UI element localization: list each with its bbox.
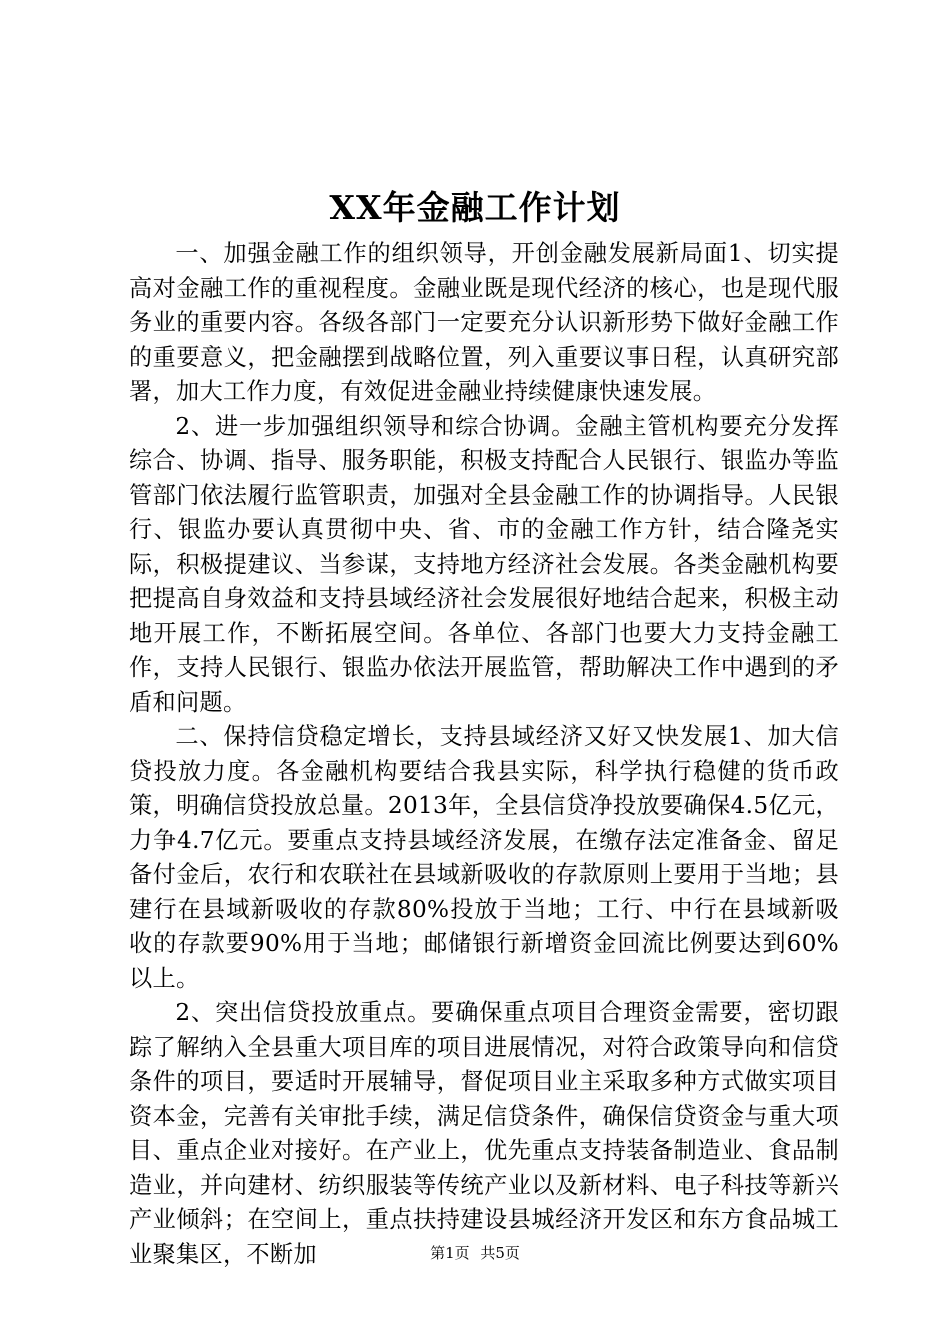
page-number-total: 共5页 xyxy=(480,1244,520,1262)
paragraph-1: 一、加强金融工作的组织领导，开创金融发展新局面1、切实提高对金融工作的重视程度。金融业既是现代经济的核心，也是现代服务业的重要内容。各级各部门一定要充分认识新形势下做好金融工作的重要意义，把金融摆到战略位置，列入重要议事日程，认真研究部署，加大工作力度，有效促进金融业持续健康快速发展。 xyxy=(129,240,839,405)
page-footer xyxy=(0,1243,950,1263)
paragraph-3: 二、保持信贷稳定增长，支持县域经济又好又快发展1、加大信贷投放力度。各金融机构要结合我县实际，科学执行稳健的货币政策，明确信贷投放总量。2013年，全县信贷净投放要确保4.5亿元，力争4.7亿元。要重点支持县域经济发展，在缴存法定准备金、留足备付金后，农行和农联社在县域新吸收的存款原则上要用于当地；县建行在县域新吸收的存款80%投放于当地；工行、中行在县域新吸收的存款要90%用于当地；邮储银行新增资金回流比例要达到60%以上。 xyxy=(129,723,839,992)
paragraph-2: 2、进一步加强组织领导和综合协调。金融主管机构要充分发挥综合、协调、指导、服务职能，积极支持配合人民银行、银监办等监管部门依法履行监管职责，加强对全县金融工作的协调指导。人民银行、银监办要认真贯彻中央、省、市的金融工作方针，结合隆尧实际，积极提建议、当参谋，支持地方经济社会发展。各类金融机构要把提高自身效益和支持县域经济社会发展很好地结合起来，积极主动地开展工作，不断拓展空间。各单位、各部门也要大力支持金融工作，支持人民银行、银监办依法开展监管，帮助解决工作中遇到的矛盾和问题。 xyxy=(129,412,839,716)
page-number-current: 第1页 xyxy=(430,1244,470,1262)
paragraph-4: 2、突出信贷投放重点。要确保重点项目合理资金需要，密切跟踪了解纳入全县重大项目库的项目进展情况，对符合政策导向和信贷条件的项目，要适时开展辅导，督促项目业主采取多种方式做实项目资本金，完善有关审批手续，满足信贷条件，确保信贷资金与重大项目、重点企业对接好。在产业上，优先重点支持装备制造业、食品制造业，并向建材、纺织服装等传统产业以及新材料、电子科技等新兴产业倾斜；在空间上，重点扶持建设县城经济开发区和东方食品城工业聚集区，不断加 xyxy=(129,999,839,1268)
document-title: XX年金融工作计划 xyxy=(329,188,621,227)
document-body xyxy=(129,237,839,1272)
